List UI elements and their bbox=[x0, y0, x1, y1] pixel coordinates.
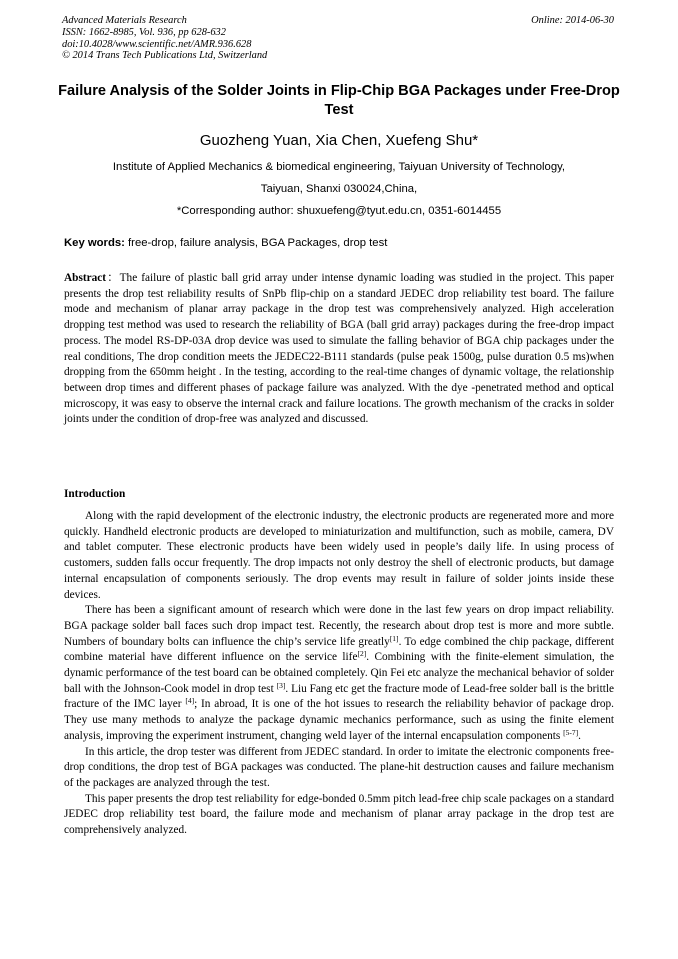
section-heading-introduction: Introduction bbox=[64, 488, 126, 500]
affiliation bbox=[40, 156, 638, 222]
paper-title: Failure Analysis of the Solder Joints in Flip-Chip BGA Packages under Free-Drop Test bbox=[58, 83, 620, 118]
journal-name: Advanced Materials Research bbox=[62, 15, 187, 26]
doi-line: doi:10.4028/www.scientific.net/AMR.936.628 bbox=[62, 38, 252, 50]
paragraph: This paper presents the drop test reliability for edge-bonded 0.5mm pitch lead-free chip scale packages on a standard JEDEC drop reliability test board, the failure mode and mechanism of planar array package in the drop test are comprehensively analyzed. bbox=[64, 792, 614, 837]
paragraph bbox=[64, 603, 614, 744]
authors: Guozheng Yuan, Xia Chen, Xuefeng Shu* bbox=[199, 132, 479, 149]
paragraph-text: There has been a significant amount of research which were done in the last few years on drop impact reliability. BGA package solder ball faces such drop impact test. Recently, the research about drop test is more and more subtle. Numbers of boundary bolts can influence the chip’s service life greatly bbox=[64, 604, 614, 648]
paragraph-text: . Combining with the finite-element simulation, the dynamic performance of the test board can be obtained completely. Qin Fei etc analyze the mechanical behavior of solder ball with the Johnson-Cook model in drop test bbox=[64, 651, 614, 695]
affiliation-line: Institute of Applied Mechanics & biomedical engineering, Taiyuan University of Technology, bbox=[112, 161, 566, 173]
citation-ref: [3] bbox=[276, 680, 286, 690]
paragraph: Along with the rapid development of the electronic industry, the electronic products are regenerated more and more quickly. Handheld electronic products are developed to miniaturization and multifunction, such as mobile, camera, DV and tablet computer. These electronic products have been widely used in people’s daily life. In using process of customers, sudden falls occur frequently. The drop impacts not only destroy the shell of electronic products, but damage internal encapsulation of components seriously. The drop events may result in failure of solder joints inside these devices. bbox=[64, 510, 614, 601]
citation-ref: [5-7] bbox=[563, 727, 579, 737]
corresponding-author: *Corresponding author: shuxuefeng@tyut.edu.cn, 0351-6014455 bbox=[176, 205, 502, 217]
abstract bbox=[64, 271, 614, 428]
introduction-body bbox=[64, 509, 614, 839]
affiliation-line: Taiyuan, Shanxi 030024,China, bbox=[260, 183, 418, 195]
citation-ref: [1] bbox=[389, 633, 399, 643]
paragraph-text: . Liu Fang etc get the fracture mode of Lead-free solder ball is the brittle fracture of the IMC layer bbox=[64, 682, 614, 711]
journal-header bbox=[62, 15, 267, 62]
citation-ref: [4] bbox=[185, 696, 195, 706]
copyright-line: © 2014 Trans Tech Publications Ltd, Switzerland bbox=[62, 50, 268, 62]
abstract-label: Abstract bbox=[64, 272, 107, 284]
keywords-label: Key words: bbox=[64, 237, 125, 249]
paragraph-text: ; In abroad, It is one of the hot issues to research the reliability behavior of package drop. They use many methods to analyze the package dynamic mechanics performance, such as using the finite element analysis, improving the experiment instrument, changing weld layer of the internal encapsulation components bbox=[64, 698, 614, 742]
paragraph-text: . bbox=[578, 729, 581, 742]
keywords bbox=[64, 236, 387, 250]
issn-line: ISSN: 1662-8985, Vol. 936, pp 628-632 bbox=[62, 26, 226, 38]
citation-ref: [2] bbox=[357, 649, 367, 659]
keywords-text: free-drop, failure analysis, BGA Packages, drop test bbox=[124, 237, 388, 249]
abstract-text: The failure of plastic ball grid array under intense dynamic loading was studied in the project. This paper presents the drop test reliability results of SnPb flip-chip on a standard JEDEC drop reliability test board. The failure mode and mechanism of planar array package in the drop test was comprehensively analyzed. High acceleration dropping test method was used to research the reliability of BGA (ball grid array) packages during the free-drop impact process. The model RS-DP-03A drop device was used to simulate the falling behavior of BGA chip packages under the real conditions, The drop condition meets the JEDEC22-B111 standards (pulse peak 1500g, pulse duration 0.5 ms)when dropping from the 650mm height . In the testing, according to the real-time changes of dynamic voltage, the relationship between drop times and different phases of package failure was analyzed. With the dye -penetrated method and optical microscopy, it was easy to observe the internal crack and failure locations. The growth mechanism of the cracks in solder joints under the condition of drop-free was analyzed and discussed. bbox=[64, 272, 614, 426]
online-date: Online: 2014-06-30 bbox=[531, 15, 614, 26]
paragraph-text: . To edge combined the chip package, different combine material have different influence on the service life bbox=[64, 635, 614, 664]
abstract-colon: ： bbox=[106, 272, 120, 284]
paragraph: In this article, the drop tester was different from JEDEC standard. In order to imitate the electronic components free-drop conditions, the drop test of BGA packages was conducted. The plane-hit destruction causes and failure mechanism of the packages are analyzed through the test. bbox=[64, 745, 614, 789]
